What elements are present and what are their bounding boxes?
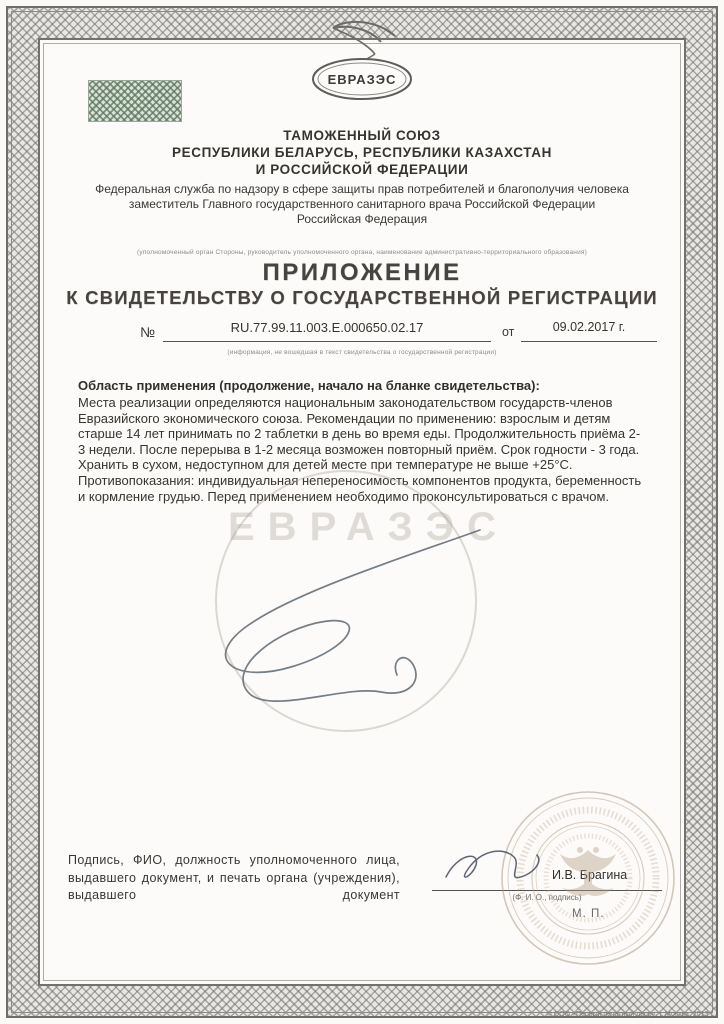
document-title: ПРИЛОЖЕНИЕ xyxy=(262,259,462,286)
stamp-place-label: М. П. xyxy=(572,908,605,920)
signature-note: (Ф. И. О., подпись) xyxy=(512,893,582,902)
signature-caption: Подпись, ФИО, должность уполномоченного лица, выдавшего документ, и печать органа (учреждения), выдавшего документ xyxy=(68,853,400,902)
registration-number: RU.77.99.11.003.Е.000650.02.17 xyxy=(163,320,491,342)
document-subtitle: К СВИДЕТЕЛЬСТВУ О ГОСУДАРСТВЕННОЙ РЕГИСТРАЦИИ xyxy=(66,287,658,308)
authority-footnote: (уполномоченный орган Стороны, руководитель уполномоченного органа, наименование административно-территориального образования) xyxy=(137,249,587,256)
printer-copyright: © ООО «Первый печатный двор», г. Москва, 2013 г. xyxy=(546,1011,714,1018)
signature-small-stroke-icon xyxy=(438,845,548,891)
watermark-text: ЕВРАЗЭС xyxy=(228,505,510,549)
security-pattern-block xyxy=(88,80,182,122)
date-preposition-label: от xyxy=(502,325,515,339)
signature-large xyxy=(195,515,495,715)
number-sign-label: № xyxy=(140,324,156,340)
scope-text: Места реализации определяются национальным законодательством государств-членов Евразийского экономического союза. Рекомендации по применению: взрослым и детям старше 14 лет принимать по 2 таблетки в день во время еды. Продолжительность приёма 2-3 недели. После перерыва в 1-2 месяца возможен повторный приём. Срок годности - 3 года. Хранить в сухом, недоступном для детей месте при температуре не выше +25°С. Противопоказания: индивидуальная непереносимость компонентов продукта, беременность и кормление грудью. Перед применением необходимо проконсультироваться с врачом. xyxy=(78,395,642,504)
signer-name: И.В. Брагина xyxy=(552,868,628,882)
signature-stroke-icon xyxy=(195,515,495,715)
header-russian-federation: И РОССИЙСКОЙ ФЕДЕРАЦИИ xyxy=(255,162,469,177)
authority-deputy: заместитель Главного государственного санитарного врача Российской Федерации xyxy=(128,197,596,211)
registration-footnote: (информация, не вошедшая в текст свидетельства о государственной регистрации) xyxy=(227,349,497,356)
header-republics: РЕСПУБЛИКИ БЕЛАРУСЬ, РЕСПУБЛИКИ КАЗАХСТАН xyxy=(172,145,552,160)
eurasec-logo xyxy=(277,18,447,102)
signature-small xyxy=(438,845,548,891)
header-customs-union: ТАМОЖЕННЫЙ СОЮЗ xyxy=(283,128,441,143)
scope-heading: Область применения (продолжение, начало на бланке свидетельства): xyxy=(78,378,540,393)
registration-date: 09.02.2017 г. xyxy=(521,320,657,342)
authority-country: Российская Федерация xyxy=(296,212,428,226)
eurasec-bird-icon xyxy=(277,18,447,102)
authority-service: Федеральная служба по надзору в сфере защиты прав потребителей и благополучия человека xyxy=(95,182,629,196)
eurasec-logo-label: ЕВРАЗЭС xyxy=(327,72,397,87)
